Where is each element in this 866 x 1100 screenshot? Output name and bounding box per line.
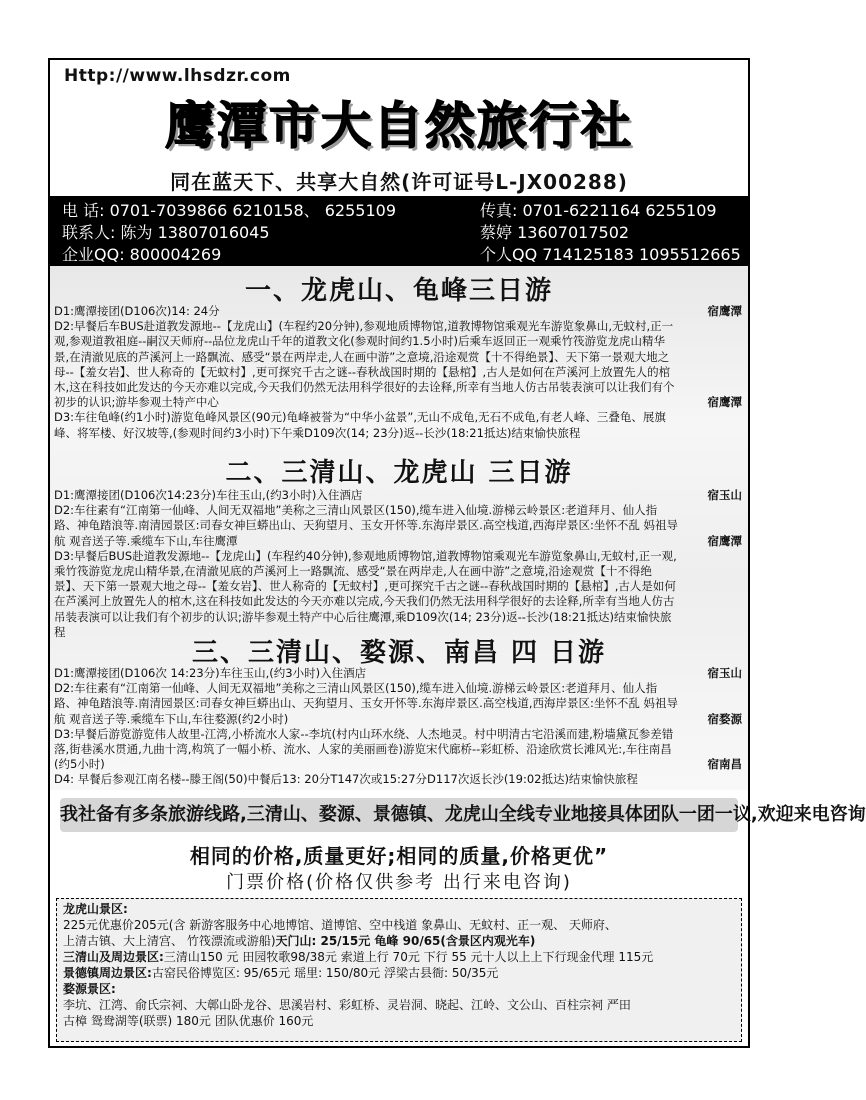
itinerary-day: D4: 早餐后参观江南名楼--滕王阁(50)中餐后13: 20分T147次或15:27分D117次返长沙(19:02抵达)结束愉快旅程 <box>54 772 638 787</box>
flyer <box>48 58 866 1048</box>
itinerary-day: D1:鹰潭接团(D106次14:23分)车往玉山,(约3小时)入住酒店 宿玉山 <box>54 488 742 502</box>
jingdezhen-price: 古窑民俗博览区: 95/65元 瑶里: 150/80元 浮梁古县衙: 50/35元 <box>151 966 499 980</box>
itinerary-day: D2:车往素有“江南第一仙峰、人间无双福地”美称之三清山风景区(150),缆车进入仙境.游梯云岭景区:老道拜月、仙人指路、神龟踏浪等.南清园景区:司春女神巨蟒出山、天狗望月、玉女开怀等.东海岸景区.高空栈道,西海岸景区:坐怀不乱 妈祖导航 观音送子等.乘缆车下山,车往婺源(约2小时) 宿婺源 <box>54 681 742 726</box>
price-motto: 相同的价格,质量更好;相同的质量,价格更优” <box>189 844 609 868</box>
tour-2-itinerary <box>54 488 742 640</box>
fax-numbers: 传真: 0701-6221164 6255109 <box>480 201 717 220</box>
personal-qq: 个人QQ 714125183 1095512665 <box>480 245 741 264</box>
tour-3-itinerary <box>54 666 742 788</box>
tour-3-title: 三、三清山、婺源、南昌 四 日游 <box>191 638 607 668</box>
lodging-label: 宿玉山 <box>707 666 742 680</box>
itinerary-day: D3:早餐后游览游览伟人故里-江湾,小桥流水人家--李坑(村内山环水绕、人杰地灵。村中明清古宅沿溪而建,粉墙黛瓦参差错落,街巷溪水贯通,九曲十湾,构筑了一幅小桥、流水、人家的美丽画卷)游览宋代廊桥--彩虹桥、沿途欣赏长滩风光:,车往南昌(约5小时) 宿南昌 <box>54 726 742 772</box>
ticket-price-header: 门票价格(价格仅供参考 出行来电咨询) <box>226 872 572 893</box>
tianmen-guifeng-price: 天门山: 25/15元 龟峰 90/65(含景区内观光车) <box>275 934 536 948</box>
jingdezhen-title: 景德镇周边景区: <box>63 966 152 980</box>
contact-panel <box>50 196 748 266</box>
consult-banner: 我社备有多条旅游线路,三清山、婺源、景德镇、龙虎山全线专业地接具体团队一团一议,欢迎来电咨询 <box>60 798 738 832</box>
lodging-label: 宿鹰潭 <box>707 395 742 410</box>
wuyuan-price-1: 李坑、江湾、俞氏宗祠、大鄣山卧龙谷、思溪岩村、彩虹桥、灵岩洞、晓起、江岭、文公山、百柱宗祠 严田 <box>63 998 631 1012</box>
longhushan-price-1: 225元优惠价205元(含 新游客服务中心地博馆、道博馆、空中栈道 象鼻山、无蚊村、正一观、 天师府、 <box>63 918 617 932</box>
contact-person: 联系人: 陈为 13807016045 <box>62 223 270 242</box>
itinerary-day: D1:鹰潭接团(D106次)14: 24分 宿鹰潭 <box>54 304 742 318</box>
wuyuan-title: 婺源景区: <box>63 982 116 996</box>
lodging-label: 宿玉山 <box>707 488 742 502</box>
itinerary-day: D3:车往龟峰(约1小时)游览龟峰风景区(90元)龟峰被誉为“中华小盆景”,无山不成龟,无石不成龟,有老人峰、三叠龟、展旗峰、将军楼、好汉坡等,(参观时间约3小时)下午乘D109次(14; 23分)返--长沙(18:21抵达)结束愉快旅程 <box>54 410 666 440</box>
tour-1-itinerary <box>54 304 742 441</box>
contact-person-2: 蔡婷 13607017502 <box>480 223 630 242</box>
slogan: 同在蓝天下、共享大自然(许可证号L-JX00288) <box>170 170 628 194</box>
itinerary-day: D3:早餐后BUS赴道教发源地--【龙虎山】(车程约40分钟),参观地质博物馆,道教博物馆乘观光车游览象鼻山,无蚊村,正一观,乘竹筏游览龙虎山精华景,在清澈见底的芦溪河上一路飘流、感受“景在两岸走,人在画中游”之意境,沿途观赏【十不得绝景】、天下第一景观大地之母--【羞女岩】、世人称奇的【无蚊村】,更可探究千古之谜--春秋战国时期的【悬棺】,古人是如何在芦溪河上放置先人的棺木,这在科技如此发达的今天亦难以完成,今天我们仍然无法用科学很好的去诠释,所幸有当地人仿古吊装表演可以让我们有个初步的认识;游毕参观土特产中心后往鹰潭,乘D109次(14; 23分)返--长沙(18:21抵达)结束愉快旅程 <box>54 548 677 639</box>
company-qq: 企业QQ: 800004269 <box>62 245 222 264</box>
itinerary-day: D2:车往素有“江南第一仙峰、人间无双福地”美称之三清山风景区(150),缆车进入仙境.游梯云岭景区:老道拜月、仙人指路、神龟踏浪等.南清园景区:司春女神巨蟒出山、天狗望月、玉女开怀等.东海岸景区.高空栈道,西海岸景区:坐怀不乱 妈祖导航 观音送子等.乘缆车下山,车往鹰潭 宿鹰潭 <box>54 503 742 548</box>
itinerary-day: D1:鹰潭接团(D106次 14:23分)车往玉山,(约3小时)入住酒店 宿玉山 <box>54 666 742 680</box>
tour-1-title: 一、龙虎山、龟峰三日游 <box>244 276 553 306</box>
wuyuan-price-2: 古樟 鸳鸯湖等(联票) 180元 团队优惠价 160元 <box>63 1014 314 1028</box>
ticket-price-box <box>56 898 742 1042</box>
longhushan-price-2: 上清古镇、大上清宫、 竹筏漂流或游船) <box>63 934 276 948</box>
agency-name: 鹰潭市大自然旅行社 <box>165 97 633 155</box>
website-url[interactable]: Http://www.lhsdzr.com <box>64 66 291 86</box>
lodging-label: 宿南昌 <box>707 757 742 772</box>
lodging-label: 宿鹰潭 <box>707 533 742 548</box>
longhushan-title: 龙虎山景区: <box>63 902 128 916</box>
sanqingshan-title: 三清山及周边景区: <box>63 950 164 964</box>
itinerary-day: D2:早餐后车BUS赴道教发源地--【龙虎山】(车程约20分钟),参观地质博物馆,道教博物馆乘观光车游览象鼻山,无蚊村,正一观,参观道教祖庭--嗣汉天师府--品位龙虎山千年的道教文化(参观时间约1.5小时)后乘车返回正一观乘竹筏游览龙虎山精华景,在清澈见底的芦溪河上一路飘流、感受“景在两岸走,人在画中游”之意境,沿途观赏【十不得绝景】、天下第一景观大地之母--【羞女岩】、世人称奇的【无蚊村】,更可探究千古之谜--春秋战国时期的【悬棺】,古人是如何在芦溪河上放置先人的棺木,这在科技如此发达的今天亦难以完成,今天我们仍然无法用科学很好的去诠释,所幸有当地人仿古吊装表演可以让我们有个初步的认识;游毕参观土特产中心 宿鹰潭 <box>54 319 742 410</box>
lodging-label: 宿婺源 <box>707 711 742 726</box>
sanqingshan-price: 三清山150 元 田园牧歌98/38元 索道上行 70元 下行 55 元十人以上上下行现金代理 115元 <box>163 950 654 964</box>
lodging-label: 宿鹰潭 <box>707 304 742 318</box>
phone-numbers: 电 话: 0701-7039866 6210158、 6255109 <box>62 201 397 220</box>
tour-2-title: 二、三清山、龙虎山 三日游 <box>225 458 573 488</box>
